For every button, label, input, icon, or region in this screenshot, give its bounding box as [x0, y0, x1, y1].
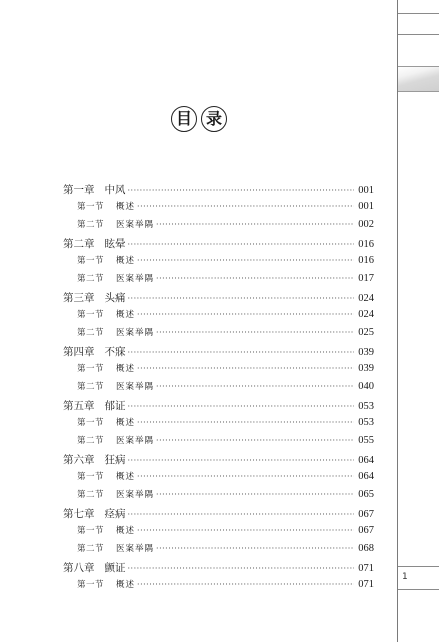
toc-entry-label [63, 398, 126, 413]
toc-section-entry[interactable] [63, 542, 374, 560]
toc-section-entry[interactable] [63, 308, 374, 326]
toc-leader-dots [137, 418, 354, 427]
toc-entry-number: 第二节 [77, 220, 105, 230]
toc-section-entry[interactable] [63, 578, 374, 596]
toc-entry-label [63, 236, 126, 251]
toc-entry-name: 医案举隅 [116, 544, 155, 554]
toc-leader-dots [156, 490, 354, 499]
toc-page-number: 067 [358, 509, 374, 520]
toc-entry-name: 中风 [104, 184, 126, 196]
toc-entry-name: 概述 [116, 580, 136, 590]
toc-page-number: 016 [358, 255, 374, 266]
toc-entry-name: 狂病 [104, 454, 126, 466]
toc-page-number: 064 [358, 471, 374, 482]
toc-page-number: 053 [358, 401, 374, 412]
toc-chapter-entry[interactable] [63, 452, 374, 470]
toc-entry-label [63, 290, 126, 305]
toc-entry-name: 概述 [116, 364, 136, 374]
toc-entry-label [77, 200, 135, 212]
toc-leader-dots [156, 544, 354, 553]
toc-entry-number: 第五章 [63, 400, 95, 412]
toc-entry-number: 第七章 [63, 508, 95, 520]
toc-leader-dots [128, 510, 355, 519]
toc-entry-label [77, 254, 135, 266]
toc-page-number: 002 [358, 219, 374, 230]
toc-leader-dots [156, 382, 354, 391]
toc-entry-label [77, 308, 135, 320]
toc-page-number: 024 [358, 293, 374, 304]
toc-entry-name: 概述 [116, 472, 136, 482]
toc-entry-number: 第四章 [63, 346, 95, 358]
toc-entry-label [77, 470, 135, 482]
toc-entry-label [77, 578, 135, 590]
toc-entry-name: 郁证 [104, 400, 126, 412]
toc-page-number: 071 [358, 579, 374, 590]
toc-entry-number: 第六章 [63, 454, 95, 466]
toc-leader-dots [128, 240, 355, 249]
divider [398, 34, 439, 35]
toc-page-number: 068 [358, 543, 374, 554]
toc-page-number: 039 [358, 363, 374, 374]
toc-entry-number: 第一章 [63, 184, 95, 196]
title-char: 录 [201, 106, 227, 132]
toc-entry-name: 颤证 [104, 562, 126, 574]
toc-entry-label [77, 362, 135, 374]
toc-entry-name: 概述 [116, 418, 136, 428]
toc-page-number: 071 [358, 563, 374, 574]
toc-entry-name: 痉病 [104, 508, 126, 520]
toc-entry-label [77, 326, 154, 338]
toc-entry-number: 第一节 [77, 364, 105, 374]
toc-entry-name: 医案举隅 [116, 436, 155, 446]
toc-leader-dots [156, 274, 354, 283]
toc-section-entry[interactable] [63, 470, 374, 488]
toc-page-number: 039 [358, 347, 374, 358]
toc-chapter-entry[interactable] [63, 344, 374, 362]
toc-entry-name: 不寐 [104, 346, 126, 358]
toc-leader-dots [137, 526, 354, 535]
toc-leader-dots [128, 294, 355, 303]
toc-leader-dots [128, 456, 355, 465]
toc-page-number: 055 [358, 435, 374, 446]
toc-leader-dots [137, 364, 354, 373]
toc-entry-label [63, 506, 126, 521]
toc-entry-label [77, 416, 135, 428]
toc-entry-number: 第一节 [77, 472, 105, 482]
toc-section-entry[interactable] [63, 416, 374, 434]
toc-entry-name: 医案举隅 [116, 328, 155, 338]
toc-entry-number: 第八章 [63, 562, 95, 574]
toc-entry-number: 第一节 [77, 580, 105, 590]
toc-entry-label [77, 272, 154, 284]
table-of-contents [63, 182, 374, 596]
toc-section-entry[interactable] [63, 380, 374, 398]
toc-leader-dots [137, 472, 354, 481]
toc-page-number: 001 [358, 185, 374, 196]
toc-page-number: 053 [358, 417, 374, 428]
toc-entry-name: 医案举隅 [116, 274, 155, 284]
toc-leader-dots [128, 186, 355, 195]
toc-entry-number: 第一节 [77, 310, 105, 320]
toc-section-entry[interactable] [63, 362, 374, 380]
toc-entry-number: 第一节 [77, 526, 105, 536]
toc-chapter-entry[interactable] [63, 398, 374, 416]
toc-entry-name: 头痛 [104, 292, 126, 304]
toc-section-entry[interactable] [63, 488, 374, 506]
toc-leader-dots [156, 328, 354, 337]
toc-entry-label [63, 182, 126, 197]
toc-page-number: 024 [358, 309, 374, 320]
toc-chapter-entry[interactable] [63, 290, 374, 308]
toc-entry-number: 第二节 [77, 544, 105, 554]
title-char: 目 [171, 106, 197, 132]
next-page-edge [398, 66, 439, 92]
toc-section-entry[interactable] [63, 434, 374, 452]
toc-entry-name: 医案举隅 [116, 220, 155, 230]
toc-entry-number: 第三章 [63, 292, 95, 304]
toc-page-number: 016 [358, 239, 374, 250]
toc-page-number: 064 [358, 455, 374, 466]
toc-section-entry[interactable] [63, 218, 374, 236]
toc-entry-number: 第二节 [77, 274, 105, 284]
toc-section-entry[interactable] [63, 272, 374, 290]
toc-entry-label [63, 452, 126, 467]
toc-entry-number: 第一节 [77, 256, 105, 266]
viewer-side-strip [398, 0, 439, 642]
toc-leader-dots [137, 580, 354, 589]
toc-leader-dots [137, 310, 354, 319]
toc-entry-name: 医案举隅 [116, 490, 155, 500]
toc-entry-label [77, 380, 154, 392]
divider [398, 566, 439, 567]
toc-entry-name: 概述 [116, 310, 136, 320]
toc-page-number: 025 [358, 327, 374, 338]
toc-page-number: 001 [358, 201, 374, 212]
toc-leader-dots [156, 220, 354, 229]
toc-entry-number: 第二节 [77, 328, 105, 338]
toc-entry-label [77, 434, 154, 446]
toc-page-number: 040 [358, 381, 374, 392]
toc-entry-name: 概述 [116, 202, 136, 212]
toc-section-entry[interactable] [63, 524, 374, 542]
toc-entry-label [77, 524, 135, 536]
toc-entry-label [63, 560, 126, 575]
divider [398, 13, 439, 14]
toc-leader-dots [156, 436, 354, 445]
toc-entry-label [63, 344, 126, 359]
toc-leader-dots [128, 564, 355, 573]
toc-entry-number: 第二节 [77, 382, 105, 392]
toc-entry-label [77, 542, 154, 554]
divider [398, 589, 439, 590]
toc-entry-number: 第二节 [77, 436, 105, 446]
toc-leader-dots [137, 202, 354, 211]
toc-section-entry[interactable] [63, 254, 374, 272]
toc-entry-name: 医案举隅 [116, 382, 155, 392]
toc-entry-number: 第二节 [77, 490, 105, 500]
toc-chapter-entry[interactable] [63, 182, 374, 200]
toc-leader-dots [128, 348, 355, 357]
toc-section-entry[interactable] [63, 326, 374, 344]
toc-entry-number: 第一节 [77, 202, 105, 212]
toc-entry-number: 第一节 [77, 418, 105, 428]
toc-entry-label [77, 488, 154, 500]
page-number-label: 1 [402, 572, 408, 582]
toc-entry-name: 眩晕 [104, 238, 126, 250]
toc-entry-name: 概述 [116, 526, 136, 536]
toc-entry-number: 第二章 [63, 238, 95, 250]
page-title [0, 106, 398, 132]
toc-section-entry[interactable] [63, 200, 374, 218]
toc-chapter-entry[interactable] [63, 236, 374, 254]
toc-page-number: 017 [358, 273, 374, 284]
toc-leader-dots [137, 256, 354, 265]
toc-leader-dots [128, 402, 355, 411]
toc-page-number: 067 [358, 525, 374, 536]
toc-page-number: 065 [358, 489, 374, 500]
toc-entry-label [77, 218, 154, 230]
toc-chapter-entry[interactable] [63, 560, 374, 578]
toc-entry-name: 概述 [116, 256, 136, 266]
toc-chapter-entry[interactable] [63, 506, 374, 524]
